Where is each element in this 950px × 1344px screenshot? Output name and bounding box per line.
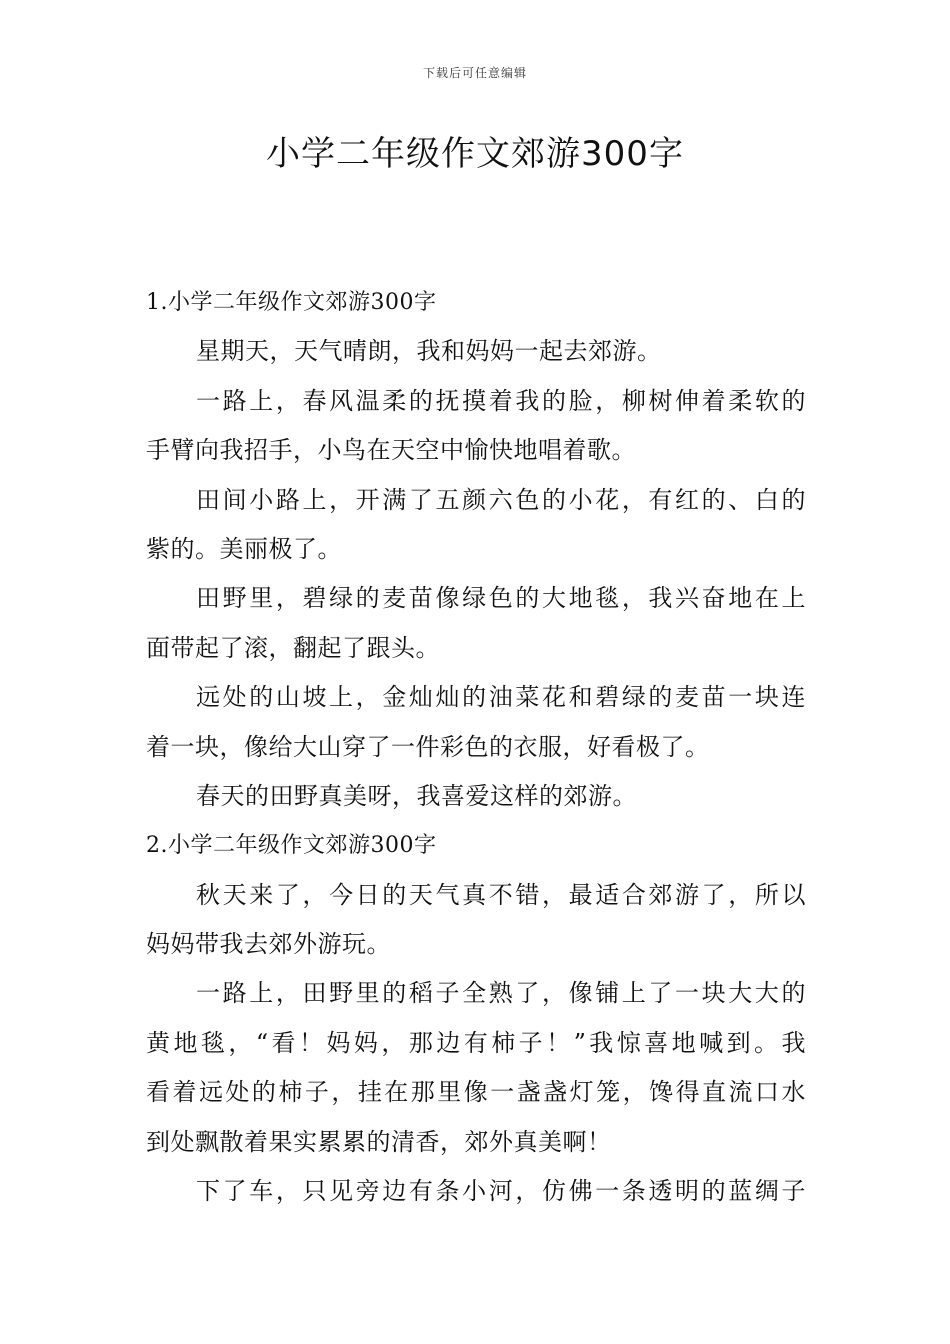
paragraph-line: 着一块，像给大山穿了一件彩色的衣服，好看极了。 bbox=[146, 732, 710, 761]
header-note: 下载后可任意编辑 bbox=[422, 66, 527, 80]
paragraph-line: 一路上，田野里的稻子全熟了，像铺上了一块大大的 bbox=[196, 979, 806, 1008]
document-body bbox=[146, 278, 806, 1216]
paragraph-line: 春天的田野真美呀，我喜爱这样的郊游。 bbox=[196, 781, 637, 810]
paragraph-line: 远处的山坡上，金灿灿的油菜花和碧绿的麦苗一块连 bbox=[196, 683, 806, 712]
paragraph-line: 妈妈带我去郊外游玩。 bbox=[146, 930, 391, 959]
paragraph-line: 1.小学二年级作文郊游300字 bbox=[146, 290, 437, 315]
paragraph-line: 秋天来了，今日的天气真不错，最适合郊游了，所以 bbox=[196, 880, 806, 909]
paragraph-line: 手臂向我招手，小鸟在天空中愉快地唱着歌。 bbox=[146, 436, 636, 465]
paragraph-line: 田间小路上，开满了五颜六色的小花，有红的、白的 bbox=[196, 485, 806, 514]
paragraph-line: 看着远处的柿子，挂在那里像一盏盏灯笼，馋得直流口水 bbox=[146, 1078, 806, 1107]
paragraph-line: 紫的。美丽极了。 bbox=[146, 534, 342, 563]
paragraph-line: 黄地毯，“看！妈妈，那边有柿子！”我惊喜地喊到。我 bbox=[146, 1028, 806, 1057]
document-title: 小学二年级作文郊游300字 bbox=[266, 134, 684, 174]
paragraph-line: 星期天，天气晴朗，我和妈妈一起去郊游。 bbox=[196, 337, 662, 366]
paragraph-line: 一路上，春风温柔的抚摸着我的脸，柳树伸着柔软的 bbox=[196, 386, 806, 415]
paragraph-line: 下了车，只见旁边有条小河，仿佛一条透明的蓝绸子 bbox=[196, 1177, 806, 1206]
paragraph-line: 2.小学二年级作文郊游300字 bbox=[146, 833, 437, 859]
paragraph-line: 到处飘散着果实累累的清香，郊外真美啊！ bbox=[146, 1127, 612, 1156]
paragraph-line: 田野里，碧绿的麦苗像绿色的大地毯，我兴奋地在上 bbox=[196, 584, 806, 613]
paragraph-line: 面带起了滚，翻起了跟头。 bbox=[146, 633, 440, 662]
